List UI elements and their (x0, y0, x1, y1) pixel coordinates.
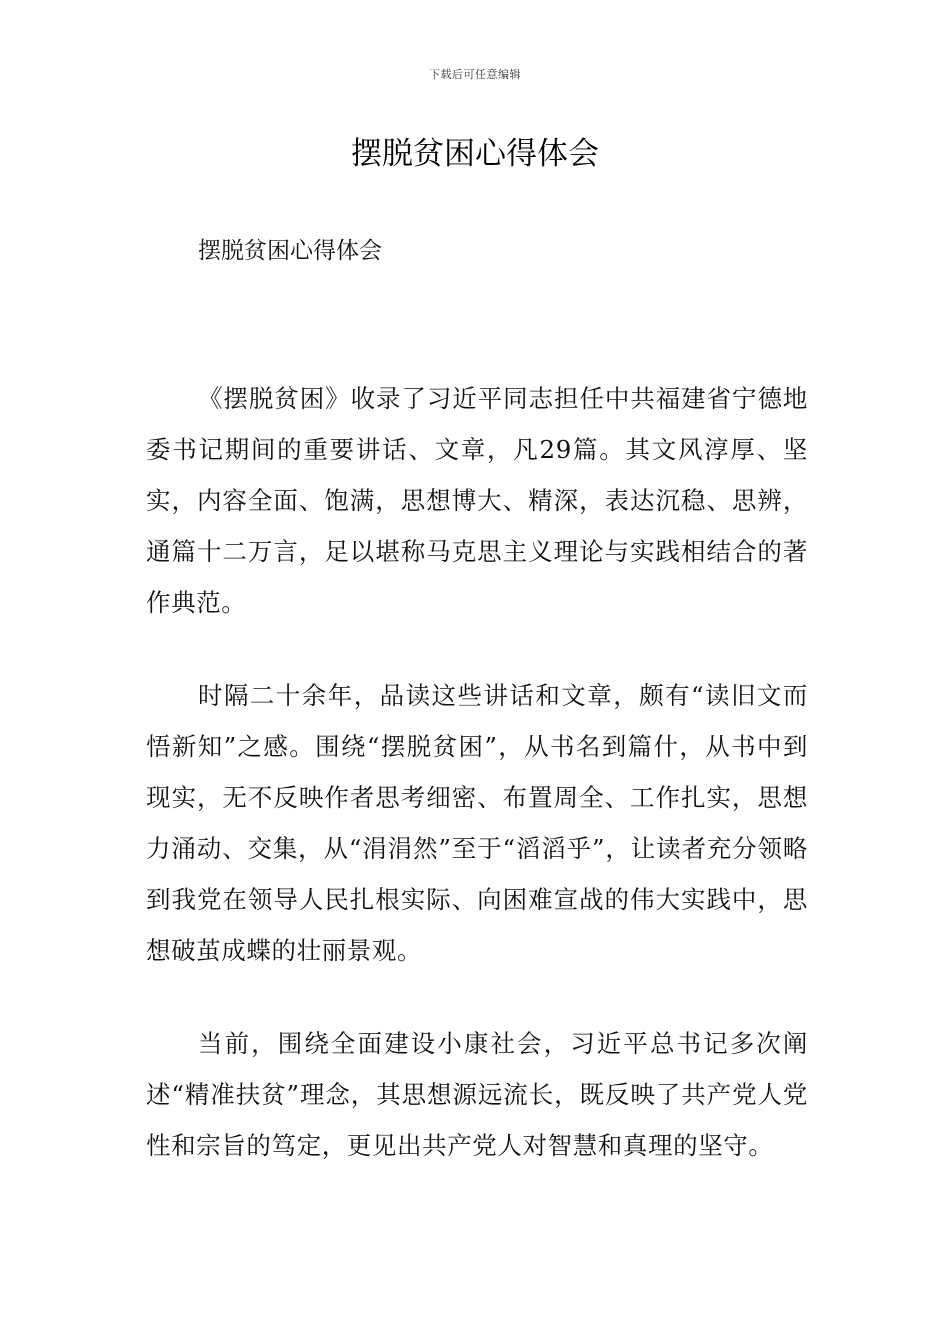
document-title: 摆脱贫困心得体会 (351, 136, 599, 172)
paragraph-3: 当前，围绕全面建设小康社会，习近平总书记多次阐述“精准扶贫”理念，其思想源远流长，既反映了共产党人党性和宗旨的笃定，更见出共产党人对智慧和真理的坚守。 (146, 1029, 808, 1160)
header-note: 下载后可任意编辑 (429, 68, 521, 81)
paragraph-2: 时隔二十余年，品读这些讲话和文章，颇有“读旧文而悟新知”之感。围绕“摆脱贫困”，从书名到篇什，从书中到现实，无不反映作者思考细密、布置周全、工作扎实，思想力涌动、交集，从“涓涓然”至于“滔滔乎”，让读者充分领略到我党在领导人民扎根实际、向困难宣战的伟大实践中，思想破茧成蝶的壮丽景观。 (146, 681, 808, 965)
document-subtitle: 摆脱贫困心得体会 (198, 238, 382, 264)
paragraph-1: 《摆脱贫困》收录了习近平同志担任中共福建省宁德地委书记期间的重要讲话、文章，凡29篇。其文风淳厚、坚实，内容全面、饱满，思想博大、精深，表达沉稳、思辨，通篇十二万言，足以堪称马克思主义理论与实践相结合的著作典范。 (146, 384, 808, 617)
